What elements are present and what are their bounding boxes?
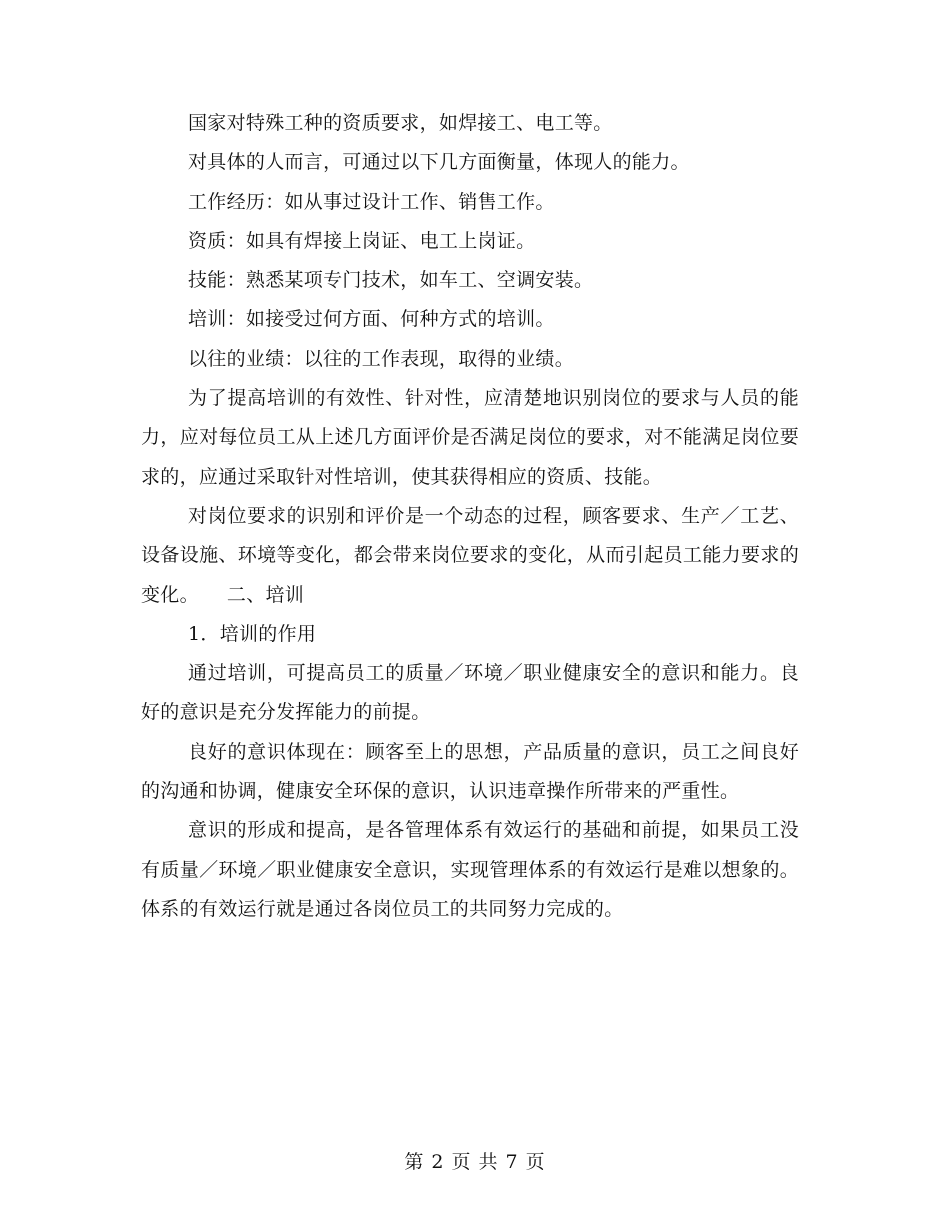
paragraph-good-awareness: 良好的意识体现在：顾客至上的思想，产品质量的意识，员工之间良好的沟通和协调，健康安全环保的意识，认识违章操作所带来的严重性。 bbox=[141, 740, 799, 803]
paragraph-special-trades: 国家对特殊工种的资质要求，如焊接工、电工等。 bbox=[188, 112, 613, 134]
paragraph-ability-measures: 对具体的人而言，可通过以下几方面衡量，体现人的能力。 bbox=[188, 151, 690, 174]
paragraph-training: 培训：如接受过何方面、何种方式的培训。 bbox=[188, 308, 555, 331]
subheading-training-role: 1．培训的作用 bbox=[188, 622, 317, 645]
paragraph-training-benefits: 通过培训，可提高员工的质量／环境／职业健康安全的意识和能力。良好的意识是充分发挥能力的前提。 bbox=[141, 662, 799, 724]
paragraph-qualification: 资质：如具有焊接上岗证、电工上岗证。 bbox=[188, 229, 536, 252]
paragraph-dynamic-process bbox=[141, 497, 799, 615]
paragraph-past-performance: 以往的业绩：以往的工作表现，取得的业绩。 bbox=[188, 347, 575, 370]
page-footer: 第 2 页 共 7 页 bbox=[404, 1151, 546, 1173]
section-heading: 二、培训 bbox=[226, 583, 305, 606]
paragraph-work-experience: 工作经历：如从事过设计工作、销售工作。 bbox=[188, 190, 555, 213]
paragraph-training-effectiveness: 为了提高培训的有效性、针对性，应清楚地识别岗位的要求与人员的能力，应对每位员工从上述几方面评价是否满足岗位的要求，对不能满足岗位要求的，应通过采取针对性培训，使其获得相应的资质、技能。 bbox=[141, 387, 799, 488]
paragraph-skills: 技能：熟悉某项专门技术，如车工、空调安装。 bbox=[188, 269, 594, 292]
document-body bbox=[141, 104, 799, 929]
paragraph-awareness-formation: 意识的形成和提高，是各管理体系有效运行的基础和前提，如果员工没有质量／环境／职业健康安全意识，实现管理体系的有效运行是难以想象的。体系的有效运行就是通过各岗位员工的共同努力完成的。 bbox=[141, 819, 799, 920]
paragraph-dynamic-process-text: 对岗位要求的识别和评价是一个动态的过程，顾客要求、生产／工艺、设备设施、环境等变化，都会带来岗位要求的变化，从而引起员工能力要求的变化。 bbox=[141, 504, 799, 606]
